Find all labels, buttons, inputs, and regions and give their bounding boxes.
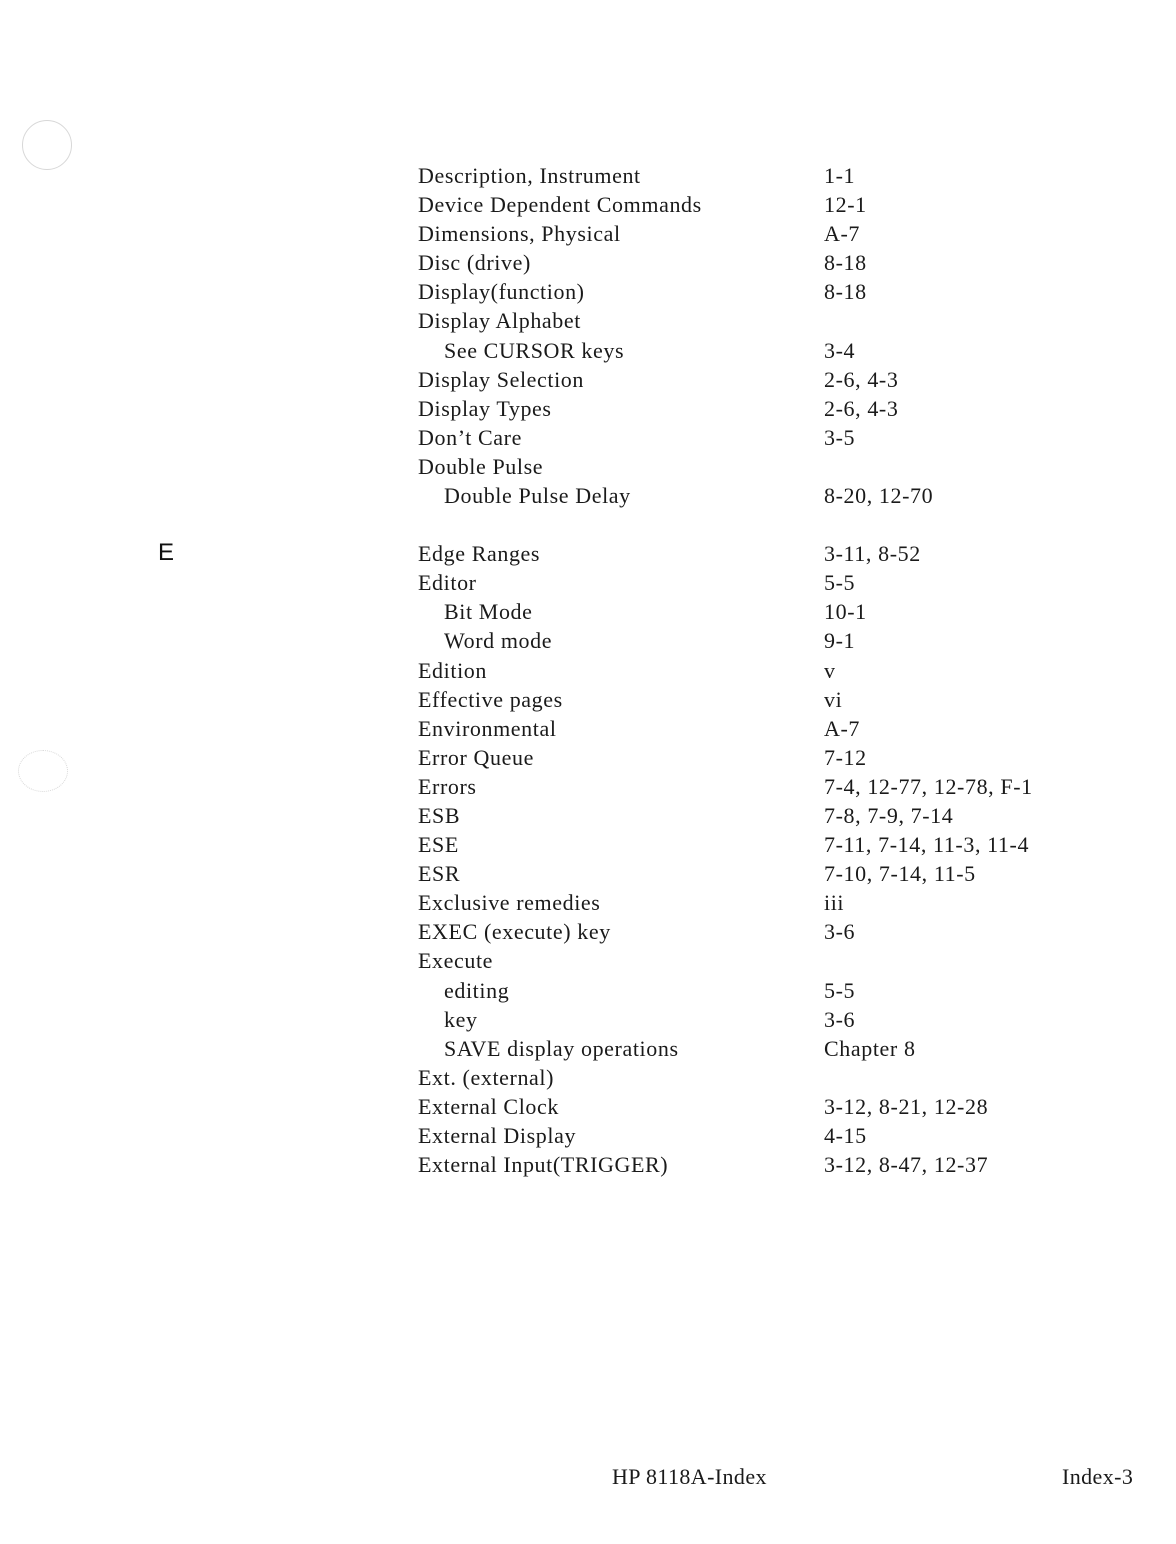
index-page-reference: 5-5	[824, 570, 856, 596]
index-page-reference: 3-11, 8-52	[824, 541, 921, 567]
index-term: Editor	[418, 570, 477, 596]
index-term: editing	[444, 977, 510, 1003]
index-entry	[418, 1150, 1118, 1179]
index-entry	[418, 248, 1118, 277]
index-page-reference: 12-1	[824, 192, 867, 218]
index-entry	[418, 685, 1118, 714]
index-page-reference: 5-5	[824, 977, 856, 1003]
index-entry	[418, 190, 1118, 219]
index-term: Double Pulse	[418, 453, 544, 479]
index-term: External Input(TRIGGER)	[418, 1152, 669, 1178]
punch-hole-mark	[18, 750, 68, 792]
index-term: Exclusive remedies	[418, 890, 601, 916]
index-page-reference: 4-15	[824, 1123, 867, 1148]
index-entry	[418, 656, 1118, 685]
index-term: Error Queue	[418, 744, 534, 770]
index-term: Double Pulse Delay	[444, 483, 631, 509]
index-page-reference: v	[824, 657, 836, 683]
index-page-reference: Chapter 8	[824, 1035, 916, 1061]
index-page-reference: 3-12, 8-47, 12-37	[824, 1152, 989, 1178]
index-term: key	[444, 1006, 478, 1032]
index-term: Don’t Care	[418, 424, 522, 450]
index-page-reference: 2-6, 4-3	[824, 395, 899, 421]
index-entry	[418, 539, 1118, 568]
index-subentry	[418, 597, 1118, 626]
index-entry	[418, 830, 1118, 859]
index-term: Bit Mode	[444, 599, 533, 625]
index-subentry	[418, 1034, 1118, 1063]
index-entry	[418, 219, 1118, 248]
index-entry	[418, 888, 1118, 917]
index-page-reference: 3-6	[824, 919, 856, 945]
section-letter-e: E	[158, 539, 175, 566]
index-entry	[418, 394, 1118, 423]
index-entry	[418, 277, 1118, 306]
index-term: EXEC (execute) key	[418, 919, 611, 945]
footer-page-number: Index-3	[1062, 1464, 1134, 1489]
index-term: ESB	[418, 802, 461, 828]
index-entry	[418, 161, 1118, 190]
index-entry	[418, 423, 1118, 452]
index-page-reference: A-7	[824, 221, 861, 247]
index-page-reference: 3-4	[824, 337, 856, 363]
index-term: Display Selection	[418, 366, 585, 392]
index-term: Environmental	[418, 715, 557, 741]
index-page-reference: A-7	[824, 715, 861, 741]
index-entry	[418, 568, 1118, 597]
index-term: Device Dependent Commands	[418, 192, 702, 218]
index-entry	[418, 946, 1118, 975]
index-page-reference: 3-6	[824, 1006, 856, 1032]
index-entry	[418, 917, 1118, 946]
index-page-reference: 7-8, 7-9, 7-14	[824, 802, 954, 828]
index-subentry	[418, 626, 1118, 655]
index-term: Display Types	[418, 395, 552, 421]
index-term: Display(function)	[418, 279, 585, 305]
index-term: Display Alphabet	[418, 308, 581, 334]
footer-manual-title: HP 8118A-Index	[612, 1464, 767, 1489]
index-page-reference: vi	[824, 686, 843, 712]
index-page-reference: 1-1	[824, 163, 856, 188]
index-subentry	[418, 976, 1118, 1005]
index-term: See CURSOR keys	[444, 337, 625, 363]
index-subentry	[418, 481, 1118, 510]
index-term: Ext. (external)	[418, 1064, 555, 1090]
index-page-reference: 7-12	[824, 744, 867, 770]
index-entry	[418, 452, 1118, 481]
index-term: Execute	[418, 948, 494, 974]
index-page-reference: 10-1	[824, 599, 867, 625]
index-entry	[418, 859, 1118, 888]
index-term: ESE	[418, 832, 459, 858]
punch-hole-mark	[22, 120, 72, 170]
index-page-reference: 3-12, 8-21, 12-28	[824, 1093, 989, 1119]
index-term: SAVE display operations	[444, 1035, 679, 1061]
index-subentry	[418, 336, 1118, 365]
index-page-reference: 8-18	[824, 279, 867, 305]
index-entry	[418, 306, 1118, 335]
index-page-reference: 3-5	[824, 424, 856, 450]
index-subentry	[418, 1005, 1118, 1034]
index-page-reference: 7-4, 12-77, 12-78, F-1	[824, 773, 1033, 799]
index-entry	[418, 1063, 1118, 1092]
index-entry-list	[418, 161, 1118, 1179]
index-entry	[418, 801, 1118, 830]
index-page-reference: 9-1	[824, 628, 856, 654]
index-page-reference: 8-20, 12-70	[824, 483, 934, 509]
index-page-reference: iii	[824, 890, 845, 916]
index-entry	[418, 1092, 1118, 1121]
index-term: Dimensions, Physical	[418, 221, 621, 247]
index-term: Edge Ranges	[418, 541, 541, 567]
index-entry	[418, 714, 1118, 743]
index-term: External Clock	[418, 1093, 559, 1119]
index-entry	[418, 772, 1118, 801]
index-term: External Display	[418, 1123, 577, 1148]
index-term: Description, Instrument	[418, 163, 641, 188]
index-term: ESR	[418, 861, 461, 887]
index-term: Errors	[418, 773, 477, 799]
index-page-reference: 2-6, 4-3	[824, 366, 899, 392]
index-term: Effective pages	[418, 686, 563, 712]
index-page-reference: 7-11, 7-14, 11-3, 11-4	[824, 832, 1030, 858]
index-page-reference: 8-18	[824, 250, 867, 276]
index-entry	[418, 1121, 1118, 1150]
index-entry	[418, 743, 1118, 772]
index-page-reference: 7-10, 7-14, 11-5	[824, 861, 976, 887]
index-entry	[418, 365, 1118, 394]
index-term: Disc (drive)	[418, 250, 531, 276]
index-term: Edition	[418, 657, 487, 683]
index-term: Word mode	[444, 628, 553, 654]
